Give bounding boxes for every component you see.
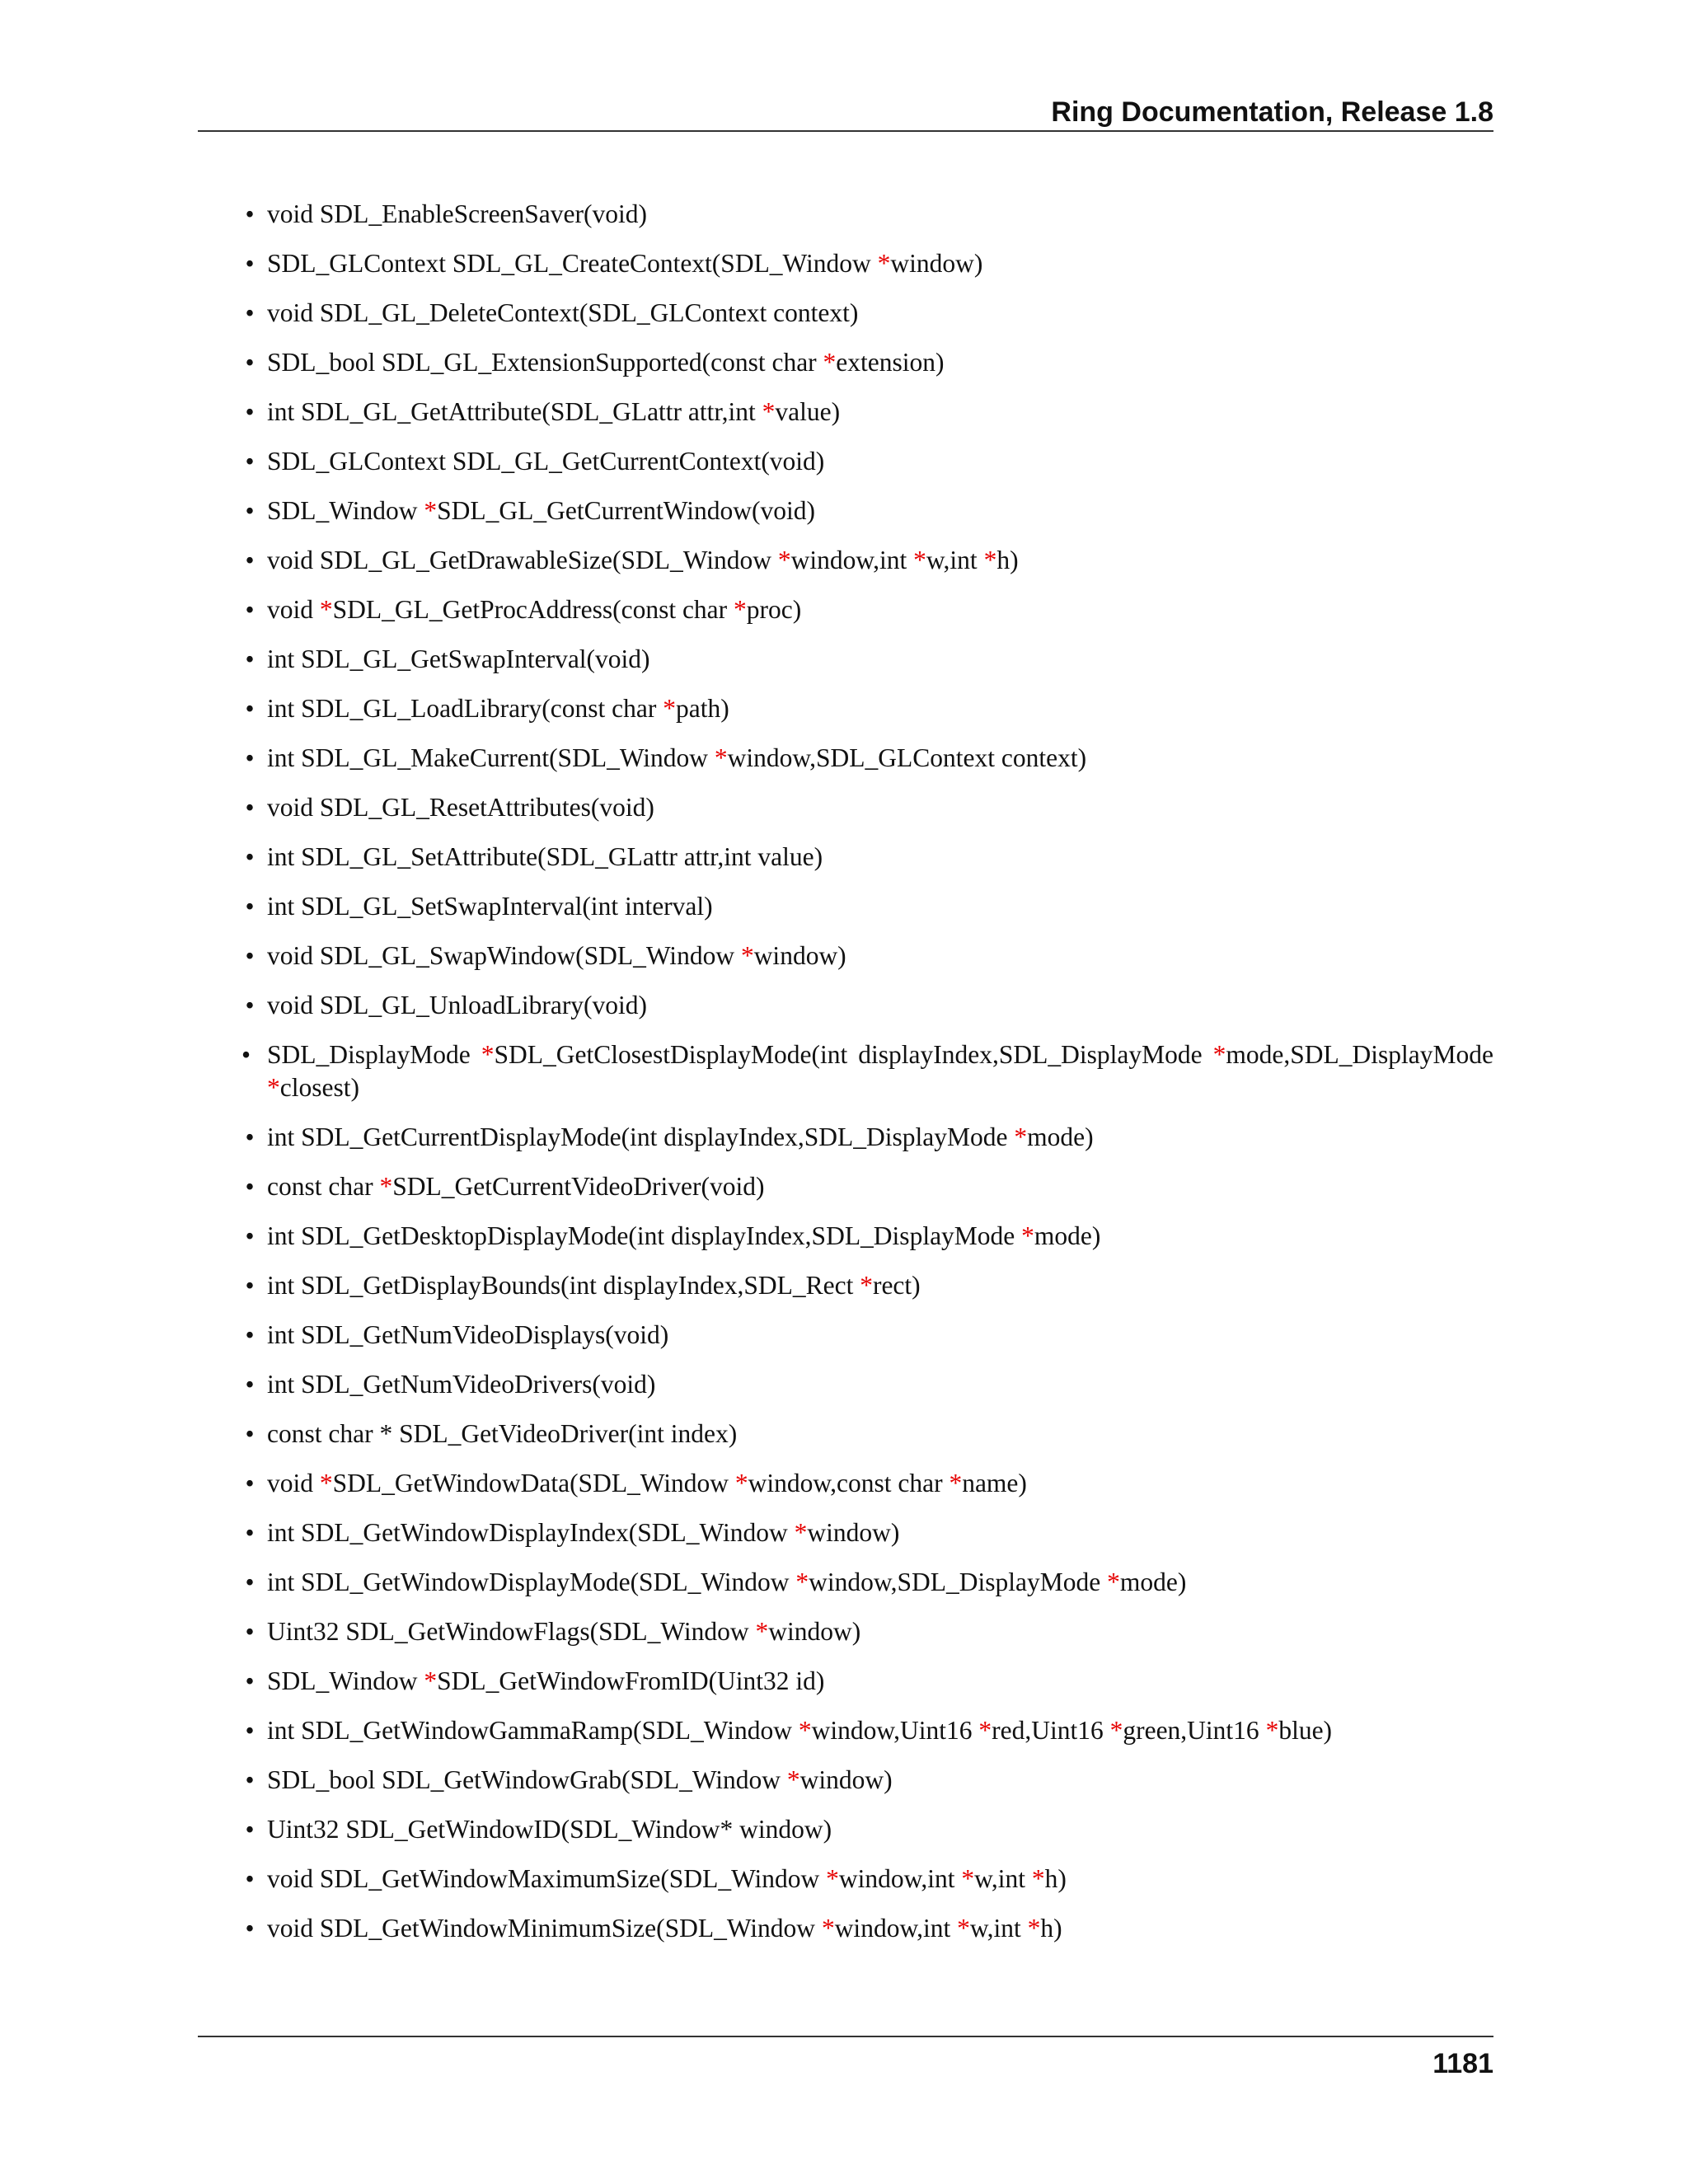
pointer-star: * bbox=[319, 1469, 333, 1497]
code-text: void bbox=[267, 1469, 320, 1497]
pointer-star: * bbox=[877, 249, 891, 278]
code-text: SDL_GetCurrentVideoDriver(void) bbox=[392, 1172, 765, 1201]
bullet-icon: • bbox=[245, 1914, 255, 1943]
bullet-icon: • bbox=[245, 1271, 255, 1300]
code-text: name) bbox=[962, 1469, 1027, 1497]
code-text: Uint32 SDL_GetWindowFlags(SDL_Window bbox=[267, 1617, 756, 1646]
pointer-star: * bbox=[823, 348, 837, 377]
list-item bbox=[198, 1418, 1493, 1451]
list-item bbox=[198, 1714, 1493, 1747]
code-text: window) bbox=[799, 1765, 893, 1794]
bullet-icon: • bbox=[245, 496, 255, 525]
code-text: window,Uint16 bbox=[811, 1716, 979, 1745]
code-text: int SDL_GL_LoadLibrary(const char bbox=[267, 694, 663, 723]
pointer-star: * bbox=[978, 1716, 992, 1745]
list-item bbox=[198, 841, 1493, 874]
code-text: proc) bbox=[746, 595, 802, 624]
bullet-icon: • bbox=[245, 595, 255, 624]
code-text: window,int bbox=[790, 546, 914, 574]
pointer-star: * bbox=[777, 546, 791, 574]
code-text: window,SDL_DisplayMode bbox=[809, 1568, 1108, 1596]
pointer-star: * bbox=[1031, 1864, 1045, 1893]
bullet-icon: • bbox=[245, 1221, 255, 1250]
bullet-icon: • bbox=[245, 1864, 255, 1893]
code-text: SDL_GetClosestDisplayMode(int displayIndex,SDL_DisplayMode bbox=[494, 1040, 1213, 1069]
bullet-icon: • bbox=[245, 644, 255, 673]
code-text: window) bbox=[890, 249, 983, 278]
code-text: int SDL_GetNumVideoDrivers(void) bbox=[267, 1370, 656, 1399]
bullet-icon: • bbox=[245, 892, 255, 921]
pointer-star: * bbox=[913, 546, 926, 574]
list-item bbox=[198, 1220, 1493, 1253]
list-item bbox=[198, 1863, 1493, 1896]
code-text: int SDL_GL_SetSwapInterval(int interval) bbox=[267, 892, 713, 921]
list-item bbox=[198, 297, 1493, 330]
pointer-star: * bbox=[795, 1568, 809, 1596]
code-text: SDL_DisplayMode bbox=[267, 1040, 481, 1069]
page-header bbox=[198, 92, 1493, 132]
code-text: void SDL_GL_SwapWindow(SDL_Window bbox=[267, 941, 741, 970]
code-text: void SDL_GL_UnloadLibrary(void) bbox=[267, 991, 648, 1019]
code-text: Uint32 SDL_GetWindowID(SDL_Window* window) bbox=[267, 1815, 832, 1844]
pointer-star: * bbox=[734, 595, 747, 624]
list-item bbox=[198, 247, 1493, 280]
code-text: SDL_GL_GetProcAddress(const char bbox=[332, 595, 734, 624]
code-text: h) bbox=[1044, 1864, 1067, 1893]
list-item bbox=[198, 989, 1493, 1022]
document-title: Ring Documentation, Release 1.8 bbox=[1051, 96, 1493, 128]
bullet-icon: • bbox=[245, 1320, 255, 1349]
pointer-star: * bbox=[826, 1864, 839, 1893]
list-item bbox=[198, 742, 1493, 775]
code-text: w,int bbox=[926, 546, 984, 574]
bullet-icon: • bbox=[245, 1370, 255, 1399]
bullet-icon: • bbox=[245, 842, 255, 871]
code-text: w,int bbox=[969, 1914, 1028, 1943]
bullet-icon: • bbox=[245, 199, 255, 228]
bullet-icon: • bbox=[245, 1815, 255, 1844]
code-text: int SDL_GetCurrentDisplayMode(int displayIndex,SDL_DisplayMode bbox=[267, 1122, 1015, 1151]
list-item bbox=[198, 890, 1493, 923]
code-text: SDL_bool SDL_GetWindowGrab(SDL_Window bbox=[267, 1765, 787, 1794]
bullet-icon: • bbox=[245, 1419, 255, 1448]
code-text: SDL_GL_GetCurrentWindow(void) bbox=[437, 496, 816, 525]
pointer-star: * bbox=[481, 1040, 495, 1069]
bullet-icon: • bbox=[245, 1666, 255, 1695]
code-text: w,int bbox=[974, 1864, 1032, 1893]
pointer-star: * bbox=[1109, 1716, 1123, 1745]
pointer-star: * bbox=[860, 1271, 873, 1300]
code-text: green,Uint16 bbox=[1123, 1716, 1266, 1745]
pointer-star: * bbox=[957, 1914, 970, 1943]
list-item bbox=[198, 1368, 1493, 1401]
list-item bbox=[198, 1912, 1493, 1945]
code-text: window,SDL_GLContext context) bbox=[727, 743, 1087, 772]
pointer-star: * bbox=[1212, 1040, 1226, 1069]
list-item bbox=[198, 346, 1493, 379]
code-text: int SDL_GL_GetAttribute(SDL_GLattr attr,int bbox=[267, 397, 762, 426]
pointer-star: * bbox=[379, 1172, 393, 1201]
code-text: SDL_Window bbox=[267, 496, 424, 525]
bullet-icon: • bbox=[245, 1716, 255, 1745]
code-text: int SDL_GetDisplayBounds(int displayIndex,SDL_Rect bbox=[267, 1271, 860, 1300]
code-text: mode) bbox=[1027, 1122, 1094, 1151]
code-text: mode) bbox=[1034, 1221, 1101, 1250]
list-item bbox=[198, 1319, 1493, 1352]
pointer-star: * bbox=[961, 1864, 975, 1893]
code-text: window) bbox=[807, 1518, 900, 1547]
list-item bbox=[198, 198, 1493, 231]
code-text: red,Uint16 bbox=[992, 1716, 1110, 1745]
code-text: window,int bbox=[838, 1864, 962, 1893]
bullet-icon: • bbox=[245, 941, 255, 970]
page-footer bbox=[198, 2036, 1493, 2079]
pointer-star: * bbox=[663, 694, 676, 723]
function-list bbox=[198, 198, 1493, 1961]
pointer-star: * bbox=[424, 496, 438, 525]
list-item bbox=[198, 1121, 1493, 1154]
code-text: blue) bbox=[1278, 1716, 1333, 1745]
code-text: SDL_bool SDL_GL_ExtensionSupported(const char bbox=[267, 348, 823, 377]
pointer-star: * bbox=[740, 941, 754, 970]
code-text: SDL_GetWindowData(SDL_Window bbox=[332, 1469, 735, 1497]
pointer-star: * bbox=[267, 1073, 280, 1102]
pointer-star: * bbox=[755, 1617, 769, 1646]
code-text: h) bbox=[996, 546, 1019, 574]
code-text: closest) bbox=[279, 1073, 359, 1102]
bullet-icon: • bbox=[245, 249, 255, 278]
code-text: int SDL_GetNumVideoDisplays(void) bbox=[267, 1320, 669, 1349]
list-item bbox=[198, 1516, 1493, 1549]
code-text: int SDL_GL_MakeCurrent(SDL_Window bbox=[267, 743, 715, 772]
pointer-star: * bbox=[983, 546, 997, 574]
code-text: int SDL_GL_GetSwapInterval(void) bbox=[267, 644, 650, 673]
bullet-icon: • bbox=[245, 743, 255, 772]
list-item bbox=[198, 445, 1493, 478]
list-item bbox=[198, 494, 1493, 527]
page-number: 1181 bbox=[1432, 2048, 1493, 2079]
pointer-star: * bbox=[786, 1765, 800, 1794]
code-text: void SDL_EnableScreenSaver(void) bbox=[267, 199, 647, 228]
code-text: SDL_GLContext SDL_GL_GetCurrentContext(void) bbox=[267, 447, 825, 476]
list-item bbox=[198, 1566, 1493, 1599]
code-text: int SDL_GetWindowDisplayMode(SDL_Window bbox=[267, 1568, 796, 1596]
list-item bbox=[198, 692, 1493, 725]
list-item bbox=[198, 791, 1493, 824]
pointer-star: * bbox=[424, 1666, 438, 1695]
code-text: window,const char bbox=[748, 1469, 950, 1497]
pointer-star: * bbox=[734, 1469, 748, 1497]
pointer-star: * bbox=[798, 1716, 812, 1745]
bullet-icon: • bbox=[245, 1568, 255, 1596]
list-item bbox=[198, 1269, 1493, 1302]
pointer-star: * bbox=[1107, 1568, 1120, 1596]
code-text: SDL_GLContext SDL_GL_CreateContext(SDL_Window bbox=[267, 249, 878, 278]
code-text: int SDL_GetWindowDisplayIndex(SDL_Window bbox=[267, 1518, 795, 1547]
code-text: window) bbox=[753, 941, 846, 970]
pointer-star: * bbox=[1265, 1716, 1279, 1745]
pointer-star: * bbox=[762, 397, 776, 426]
code-text: value) bbox=[775, 397, 841, 426]
code-text: window) bbox=[768, 1617, 861, 1646]
pointer-star: * bbox=[821, 1914, 835, 1943]
code-text: const char bbox=[267, 1172, 380, 1201]
pointer-star: * bbox=[949, 1469, 963, 1497]
bullet-icon: • bbox=[245, 1617, 255, 1646]
bullet-icon: • bbox=[245, 1172, 255, 1201]
list-item bbox=[198, 940, 1493, 972]
bullet-icon: • bbox=[245, 298, 255, 327]
bullet-icon: • bbox=[245, 546, 255, 574]
code-text: SDL_GetWindowFromID(Uint32 id) bbox=[437, 1666, 825, 1695]
bullet-icon: • bbox=[245, 793, 255, 822]
code-text: void SDL_GL_GetDrawableSize(SDL_Window bbox=[267, 546, 778, 574]
list-item bbox=[198, 1615, 1493, 1648]
code-text: h) bbox=[1040, 1914, 1062, 1943]
list-item bbox=[198, 643, 1493, 676]
pointer-star: * bbox=[1021, 1221, 1034, 1250]
list-item bbox=[198, 544, 1493, 577]
bullet-icon: • bbox=[241, 1040, 251, 1069]
code-text: mode,SDL_DisplayMode bbox=[1226, 1040, 1493, 1069]
pointer-star: * bbox=[714, 743, 728, 772]
code-text: void SDL_GL_ResetAttributes(void) bbox=[267, 793, 654, 822]
code-text: const char * SDL_GetVideoDriver(int index) bbox=[267, 1419, 738, 1448]
code-text: int SDL_GetWindowGammaRamp(SDL_Window bbox=[267, 1716, 799, 1745]
list-item bbox=[198, 593, 1493, 626]
list-item bbox=[198, 1813, 1493, 1846]
code-text: void SDL_GetWindowMaximumSize(SDL_Window bbox=[267, 1864, 827, 1893]
bullet-icon: • bbox=[245, 1469, 255, 1497]
code-text: void bbox=[267, 595, 320, 624]
list-item bbox=[198, 1170, 1493, 1203]
pointer-star: * bbox=[794, 1518, 808, 1547]
list-item bbox=[198, 1764, 1493, 1797]
list-item bbox=[198, 1038, 1493, 1104]
code-text: int SDL_GetDesktopDisplayMode(int displayIndex,SDL_DisplayMode bbox=[267, 1221, 1022, 1250]
pointer-star: * bbox=[1027, 1914, 1041, 1943]
list-item bbox=[198, 396, 1493, 429]
code-text: rect) bbox=[872, 1271, 921, 1300]
bullet-icon: • bbox=[245, 991, 255, 1019]
bullet-icon: • bbox=[245, 348, 255, 377]
code-text: path) bbox=[676, 694, 729, 723]
code-text: mode) bbox=[1119, 1568, 1187, 1596]
code-text: int SDL_GL_SetAttribute(SDL_GLattr attr,int value) bbox=[267, 842, 823, 871]
pointer-star: * bbox=[319, 595, 333, 624]
code-text: extension) bbox=[836, 348, 945, 377]
list-item bbox=[198, 1665, 1493, 1698]
bullet-icon: • bbox=[245, 397, 255, 426]
pointer-star: * bbox=[1014, 1122, 1028, 1151]
code-text: void SDL_GL_DeleteContext(SDL_GLContext context) bbox=[267, 298, 859, 327]
list-item bbox=[198, 1467, 1493, 1500]
bullet-icon: • bbox=[245, 447, 255, 476]
code-text: SDL_Window bbox=[267, 1666, 424, 1695]
bullet-icon: • bbox=[245, 694, 255, 723]
bullet-icon: • bbox=[245, 1122, 255, 1151]
bullet-icon: • bbox=[245, 1518, 255, 1547]
code-text: void SDL_GetWindowMinimumSize(SDL_Window bbox=[267, 1914, 822, 1943]
code-text: window,int bbox=[834, 1914, 958, 1943]
bullet-icon: • bbox=[245, 1765, 255, 1794]
